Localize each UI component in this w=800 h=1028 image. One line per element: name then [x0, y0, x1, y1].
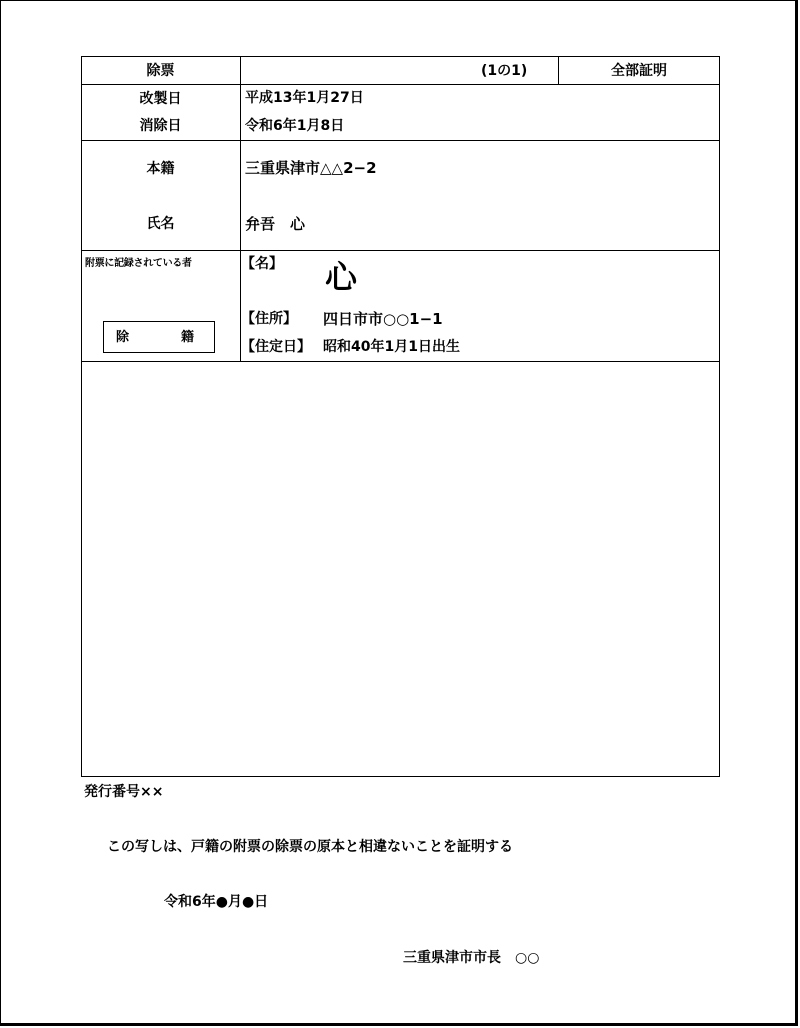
page-indicator: (1の1): [481, 63, 528, 79]
certification-date: 令和6年●月●日: [164, 894, 269, 910]
row-divider-registry: [81, 250, 720, 251]
row-divider-dates: [81, 140, 720, 141]
address-label: 【住所】: [241, 311, 297, 327]
name-value: 弁吾 心: [245, 215, 306, 233]
remade-date-label: 改製日: [139, 91, 182, 107]
certification-signer: 三重県津市市長 ○○: [403, 950, 540, 966]
status-box-right-char: 籍: [181, 330, 195, 345]
status-box-left-char: 除: [116, 330, 130, 345]
address-value: 四日市市○○1−1: [323, 310, 443, 328]
person-label: 附票に記録されている者: [85, 258, 192, 269]
remade-date-value: 平成13年1月27日: [245, 90, 364, 106]
row-divider-person: [81, 361, 720, 362]
name-label: 氏名: [146, 216, 175, 232]
given-name-label: 【名】: [241, 256, 283, 272]
issue-number: 発行番号××: [84, 784, 164, 800]
row-divider-header: [81, 84, 720, 85]
domicile-value: 三重県津市△△2−2: [245, 159, 377, 177]
removed-date-label: 消除日: [139, 118, 182, 134]
fixed-date-label: 【住定日】: [241, 339, 311, 355]
given-name-value: 心: [325, 258, 358, 296]
removed-date-value: 令和6年1月8日: [245, 118, 345, 134]
fixed-date-value: 昭和40年1月1日出生: [323, 339, 460, 355]
record-type-label: 除票: [146, 63, 175, 79]
certification-statement: この写しは、戸籍の附票の除票の原本と相違ないことを証明する: [107, 839, 513, 855]
domicile-label: 本籍: [146, 161, 175, 177]
certificate-type: 全部証明: [611, 63, 667, 79]
